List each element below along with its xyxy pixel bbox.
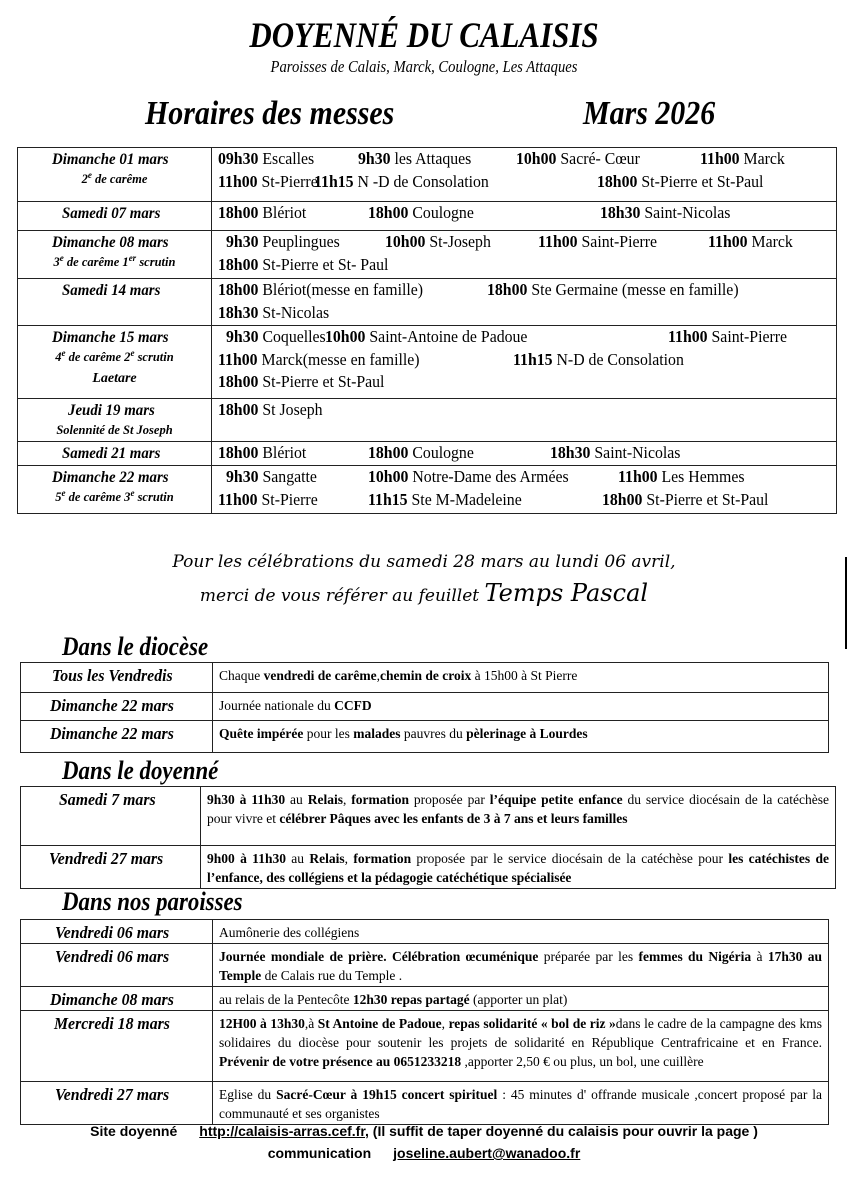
mass-place: Saint-Pierre (711, 327, 788, 346)
description-text: Journée nationale du (219, 698, 335, 713)
mass-entry (218, 171, 325, 194)
mass-entry (597, 171, 776, 194)
ordinal-suffix: e (130, 347, 135, 358)
event-row (21, 987, 829, 1011)
mass-place: Ste M-Madeleine (411, 489, 522, 509)
emphasized-text: CCFD (334, 698, 372, 713)
event-description (213, 663, 829, 693)
mass-entry (226, 466, 324, 489)
note-text: 3 (53, 255, 60, 269)
page-edge-bar (845, 557, 847, 649)
note-text: 2 (81, 172, 88, 186)
event-row (21, 1011, 829, 1082)
description-text: à (751, 949, 768, 964)
emphasized-text: Quête impérée (219, 726, 304, 741)
description-text: ,à (304, 1016, 318, 1031)
site-label: Site doyenné (90, 1123, 178, 1139)
description-text: (apporter un plat) (469, 992, 568, 1007)
event-date-label: Vendredi 06 mars (55, 947, 170, 966)
mass-time: 18h00 (218, 254, 259, 274)
schedule-line (218, 171, 836, 194)
mass-entry (226, 326, 333, 349)
mass-schedule-row (18, 148, 837, 202)
mass-entry (516, 148, 649, 171)
liturgical-note (18, 169, 211, 190)
mass-schedule-row (18, 231, 837, 279)
description-text: Chaque (219, 668, 264, 683)
schedule-line (218, 148, 836, 171)
emphasized-text: Prévenir de votre présence au 0651233218 (219, 1054, 462, 1069)
emphasized-text: l’équipe petite enfance (489, 792, 623, 807)
mass-time: 11h00 (538, 232, 578, 251)
mass-entry (218, 202, 313, 225)
description-text: , (344, 851, 354, 866)
mass-time: 18h00 (218, 372, 259, 391)
event-description (213, 721, 829, 753)
footer-contact-line (0, 1143, 848, 1163)
mass-time: 11h15 (368, 489, 408, 509)
schedule-line (218, 466, 836, 489)
ordinal-suffix: e (61, 487, 66, 498)
schedule-cell (212, 442, 837, 466)
description-text: proposée par (409, 792, 490, 807)
mass-entry (218, 279, 439, 302)
mass-place: St-Nicolas (262, 302, 330, 322)
description-text: , (342, 792, 352, 807)
emphasized-text: Relais (307, 792, 343, 807)
event-description (213, 693, 829, 721)
day-label: Dimanche 01 mars (51, 151, 169, 168)
event-date (21, 1082, 213, 1125)
event-row (21, 1082, 829, 1125)
mass-time: 18h00 (368, 443, 409, 462)
event-description (201, 846, 836, 889)
day-label: Dimanche 08 mars (51, 234, 169, 251)
event-row (21, 663, 829, 693)
easter-notice-text: merci de vous référer au feuillet (199, 586, 485, 606)
doyenne-events-table (20, 786, 836, 889)
easter-notice-line2 (0, 578, 848, 611)
schedule-cell (212, 466, 837, 514)
mass-place: N -D de Consolation (357, 171, 489, 191)
event-description (213, 1082, 829, 1125)
day-label: Dimanche 22 mars (51, 469, 169, 486)
temps-pascal-emphasis: Temps Pascal (484, 579, 649, 607)
description-text: , (441, 1016, 449, 1031)
mass-place: Ste Germaine (messe en famille) (531, 280, 739, 299)
mass-entry (218, 148, 321, 171)
mass-place: les Attaques (394, 149, 472, 168)
day-label: Dimanche 15 mars (51, 329, 169, 346)
note-text: de carême 1 (63, 255, 129, 269)
liturgical-note: Solennité de St Joseph (56, 423, 173, 437)
mass-place: Blériot (262, 203, 307, 222)
site-link[interactable]: http://calaisis-arras.cef.fr (199, 1123, 366, 1139)
mass-time: 10h00 (368, 467, 409, 486)
note-text: 5 (55, 490, 62, 504)
mass-time: 11h00 (668, 327, 708, 346)
event-date-label: Dimanche 08 mars (49, 990, 174, 1009)
schedule-line (218, 254, 836, 277)
mass-schedule-row (18, 442, 837, 466)
mass-time: 11h15 (314, 171, 354, 191)
mass-time: 18h00 (218, 443, 259, 462)
emphasized-text: 12h30 repas partagé (352, 992, 470, 1007)
mass-time: 9h30 (226, 467, 259, 486)
event-row (21, 693, 829, 721)
event-date (21, 663, 213, 693)
mass-place: Marck (751, 232, 793, 251)
mass-entry (708, 231, 799, 254)
schedule-line (218, 489, 836, 512)
emphasized-text: formation (351, 792, 410, 807)
event-date (21, 846, 201, 889)
liturgical-note (18, 252, 211, 273)
emphasized-text: formation (353, 851, 412, 866)
mass-time: 11h00 (700, 149, 740, 168)
schedule-line (218, 302, 836, 325)
mass-time: 11h00 (708, 232, 748, 251)
mass-entry (368, 489, 533, 512)
mass-place: Marck(messe en famille) (261, 349, 420, 369)
mass-entry (385, 231, 499, 254)
mass-time: 18h00 (597, 171, 638, 191)
description-text: : 45 minutes d' offrande musicale ,concert proposé par la communauté et ses organistes (219, 1087, 822, 1121)
liturgical-note (18, 347, 211, 368)
emphasized-text: 9h30 à 11h30 (207, 792, 286, 807)
mass-entry (513, 349, 697, 372)
note-text: scrutin (134, 490, 174, 504)
schedule-line (218, 442, 836, 465)
description-text: pauvres du (400, 726, 467, 741)
mass-place: Sacré- Cœur (560, 149, 640, 168)
document-title: DOYENNÉ DU CALAISIS (249, 15, 599, 55)
mass-entry (618, 466, 754, 489)
schedule-line (218, 399, 836, 422)
ordinal-suffix: e (87, 169, 92, 180)
mass-place: Escalles (262, 149, 315, 168)
mass-schedule-row (18, 279, 837, 326)
description-text: de Calais rue du Temple . (261, 968, 403, 983)
mass-place: Sangatte (262, 467, 317, 486)
schedule-month: Mars 2026 (583, 95, 716, 132)
emphasized-text: malades (353, 726, 401, 741)
note-text: scrutin (136, 255, 176, 269)
day-cell (18, 466, 212, 514)
mass-place: Saint-Nicolas (594, 443, 681, 462)
description-text: , (376, 668, 380, 683)
mass-time: 18h30 (218, 302, 259, 322)
mass-schedule-row (18, 466, 837, 514)
day-cell (18, 202, 212, 231)
mass-place: Marck (743, 149, 785, 168)
description-text: au (285, 792, 308, 807)
mass-place: Peuplingues (262, 232, 340, 251)
mass-time: 9h30 (226, 327, 259, 346)
description-text: du service diocésain de la catéchèse pour vivre et (207, 792, 829, 826)
mass-place: Blériot (262, 443, 307, 462)
mass-place: St-Pierre et St- Paul (262, 254, 389, 274)
description-text: Eglise du (219, 1087, 277, 1102)
mass-entry (358, 148, 480, 171)
mass-entry (600, 202, 740, 225)
section-heading-paroisses: Dans nos paroisses (62, 887, 243, 916)
mass-place: N-D de Consolation (556, 349, 684, 369)
ordinal-suffix: e (130, 487, 135, 498)
event-date (21, 693, 213, 721)
mass-place: Notre-Dame des Armées (412, 467, 569, 486)
liturgical-note (18, 487, 211, 508)
paroisses-events-table (20, 919, 829, 1125)
schedule-cell (212, 399, 837, 442)
emphasized-text: femmes du Nigéria (638, 949, 752, 964)
event-date (21, 721, 213, 753)
mass-time: 11h00 (218, 171, 258, 191)
event-date-label: Dimanche 22 mars (49, 696, 174, 715)
mass-entry (314, 171, 502, 194)
mass-entry (218, 399, 330, 422)
emphasized-text: pèlerinage à Lourdes (466, 726, 588, 741)
emphasized-text: 17h30 au Temple (219, 949, 822, 983)
day-cell (18, 442, 212, 466)
mass-time: 18h00 (218, 280, 259, 299)
mass-time: 18h00 (602, 489, 643, 509)
mass-place: Saint-Antoine de Padoue (369, 327, 528, 346)
mass-entry (487, 279, 758, 302)
site-hint: , (Il suffit de taper doyenné du calaisis pour ouvrir la page ) (365, 1123, 758, 1139)
day-cell (18, 279, 212, 326)
mass-entry (538, 231, 666, 254)
schedule-line (218, 202, 836, 225)
event-row (21, 721, 829, 753)
mass-place: Coulogne (412, 443, 474, 462)
event-date (21, 920, 213, 944)
ordinal-suffix: e (61, 347, 66, 358)
event-description (213, 944, 829, 987)
mass-time: 11h00 (618, 467, 658, 486)
description-text: proposée par le service diocésain de la catéchèse pour (411, 851, 729, 866)
day-label: Samedi 07 mars (61, 205, 160, 222)
emphasized-text: Sacré-Cœur à 19h15 concert spirituel (276, 1087, 498, 1102)
description-text: Aumônerie des collégiens (219, 925, 360, 940)
mass-place: St-Pierre et St-Paul (641, 171, 764, 191)
event-date (21, 787, 201, 846)
event-date-label: Vendredi 27 mars (55, 1085, 170, 1104)
contact-email-link[interactable]: joseline.aubert@wanadoo.fr (393, 1145, 581, 1161)
mass-time: 9h30 (358, 149, 391, 168)
mass-entry (368, 202, 482, 225)
mass-entry (218, 489, 325, 512)
emphasized-text: vendredi de carême (263, 668, 377, 683)
event-date-label: Vendredi 06 mars (55, 923, 170, 942)
schedule-cell (212, 326, 837, 399)
mass-schedule-row (18, 326, 837, 399)
day-cell (18, 148, 212, 202)
day-cell (18, 326, 212, 399)
mass-time: 10h00 (325, 327, 366, 346)
schedule-line (218, 326, 836, 349)
mass-time: 11h00 (218, 349, 258, 369)
mass-entry (218, 442, 313, 465)
description-text: préparée par les (538, 949, 639, 964)
mass-schedule-table (17, 147, 837, 514)
mass-place: St Joseph (262, 400, 323, 419)
emphasized-text: 9h00 à 11h30 (207, 851, 286, 866)
emphasized-text: Relais (309, 851, 345, 866)
emphasized-text: 12H00 à 13h30 (219, 1016, 305, 1031)
ordinal-suffix: er (128, 252, 137, 263)
mass-entry (325, 326, 543, 349)
emphasized-text: les catéchistes de l’enfance, des collégiens et la pédagogie catéchétique spécialisée (207, 851, 829, 885)
mass-place: Coulogne (412, 203, 474, 222)
event-date-label: Mercredi 18 mars (54, 1014, 171, 1033)
mass-entry (218, 349, 435, 372)
mass-place: Les Hemmes (661, 467, 745, 486)
note-text: 4 (55, 350, 62, 364)
day-label: Samedi 14 mars (61, 282, 160, 299)
mass-entry (700, 148, 791, 171)
schedule-heading: Horaires des messes (145, 95, 395, 132)
mass-time: 18h00 (218, 203, 259, 222)
description-text: à 15h00 à St Pierre (471, 668, 578, 683)
mass-place: Coquelles (262, 327, 326, 346)
mass-entry (218, 254, 401, 277)
schedule-line (218, 279, 836, 302)
mass-time: 10h00 (385, 232, 426, 251)
mass-place: Saint-Nicolas (644, 203, 731, 222)
event-description (213, 920, 829, 944)
event-date-label: Dimanche 22 mars (49, 724, 174, 743)
section-heading-diocese: Dans le diocèse (62, 632, 209, 661)
event-date-label: Tous les Vendredis (51, 666, 173, 685)
mass-time: 09h30 (218, 149, 259, 168)
mass-place: St-Pierre et St-Paul (262, 372, 385, 391)
description-text: au relais de la Pentecôte (219, 992, 353, 1007)
ordinal-suffix: e (59, 252, 64, 263)
schedule-cell (212, 279, 837, 326)
section-heading-doyenne: Dans le doyenné (62, 756, 219, 785)
note-text: scrutin (134, 350, 174, 364)
description-text: ,apporter 2,50 € ou plus, un bol, une cuillère (461, 1054, 704, 1069)
day-cell (18, 231, 212, 279)
emphasized-text: chemin de croix (379, 668, 472, 683)
mass-place: St-Pierre (261, 171, 318, 191)
event-row (21, 846, 836, 889)
mass-place: Blériot(messe en famille) (262, 280, 424, 299)
note-text: de carême (91, 172, 148, 186)
event-date (21, 944, 213, 987)
event-date-label: Vendredi 27 mars (49, 849, 164, 868)
emphasized-text: repas solidarité « bol de riz » (448, 1016, 616, 1031)
liturgical-note-secondary: Laetare (92, 371, 137, 386)
mass-entry (368, 442, 482, 465)
event-description (201, 787, 836, 846)
communication-label: communication (267, 1145, 372, 1161)
mass-place: Saint-Pierre (581, 232, 658, 251)
event-date (21, 987, 213, 1011)
footer-site-line (0, 1121, 848, 1141)
description-text: pour les (303, 726, 354, 741)
event-description (213, 987, 829, 1011)
mass-place: St-Joseph (429, 232, 491, 251)
event-description (213, 1011, 829, 1082)
mass-time: 18h30 (550, 443, 591, 462)
easter-notice-line1: Pour les célébrations du samedi 28 mars au lundi 06 avril, (172, 552, 676, 572)
mass-place: St-Pierre (261, 489, 318, 509)
mass-entry (218, 371, 397, 394)
day-cell (18, 399, 212, 442)
mass-schedule-row (18, 399, 837, 442)
mass-entry (602, 489, 781, 512)
note-text: de carême 2 (65, 350, 131, 364)
mass-time: 11h15 (513, 349, 553, 369)
description-text: au (285, 851, 310, 866)
schedule-line (218, 371, 836, 394)
mass-entry (550, 442, 690, 465)
note-text: de carême 3 (65, 490, 131, 504)
mass-time: 18h00 (368, 203, 409, 222)
event-row (21, 920, 829, 944)
mass-time: 10h00 (516, 149, 557, 168)
mass-time: 9h30 (226, 232, 259, 251)
schedule-cell (212, 148, 837, 202)
emphasized-text: célébrer Pâques avec les enfants de 3 à 7 ans et leurs familles (279, 811, 628, 826)
mass-time: 18h00 (218, 400, 259, 419)
event-date-label: Samedi 7 mars (58, 790, 156, 809)
description-text: dans le cadre de la campagne des kms solidaires du diocèse pour soutenir les projets de solidarité en République Centrafricaine et en France. (219, 1016, 822, 1050)
diocese-events-table (20, 662, 829, 753)
day-label: Samedi 21 mars (61, 445, 160, 462)
day-label: Jeudi 19 mars (67, 402, 155, 419)
event-row (21, 944, 829, 987)
schedule-line (218, 231, 836, 254)
mass-entry (226, 231, 348, 254)
event-row (21, 787, 836, 846)
mass-entry (218, 302, 338, 325)
mass-place: St-Pierre et St-Paul (646, 489, 769, 509)
schedule-cell (212, 202, 837, 231)
schedule-line (218, 349, 836, 372)
mass-entry (668, 326, 796, 349)
emphasized-text: St Antoine de Padoue (317, 1016, 442, 1031)
mass-time: 18h30 (600, 203, 641, 222)
mass-entry (368, 466, 584, 489)
emphasized-text: Journée mondiale de prière. Célébration œcuménique (219, 949, 539, 964)
mass-time: 18h00 (487, 280, 528, 299)
event-date (21, 1011, 213, 1082)
document-subtitle: Paroisses de Calais, Marck, Coulogne, Les Attaques (270, 57, 578, 76)
schedule-cell (212, 231, 837, 279)
mass-time: 11h00 (218, 489, 258, 509)
mass-schedule-row (18, 202, 837, 231)
